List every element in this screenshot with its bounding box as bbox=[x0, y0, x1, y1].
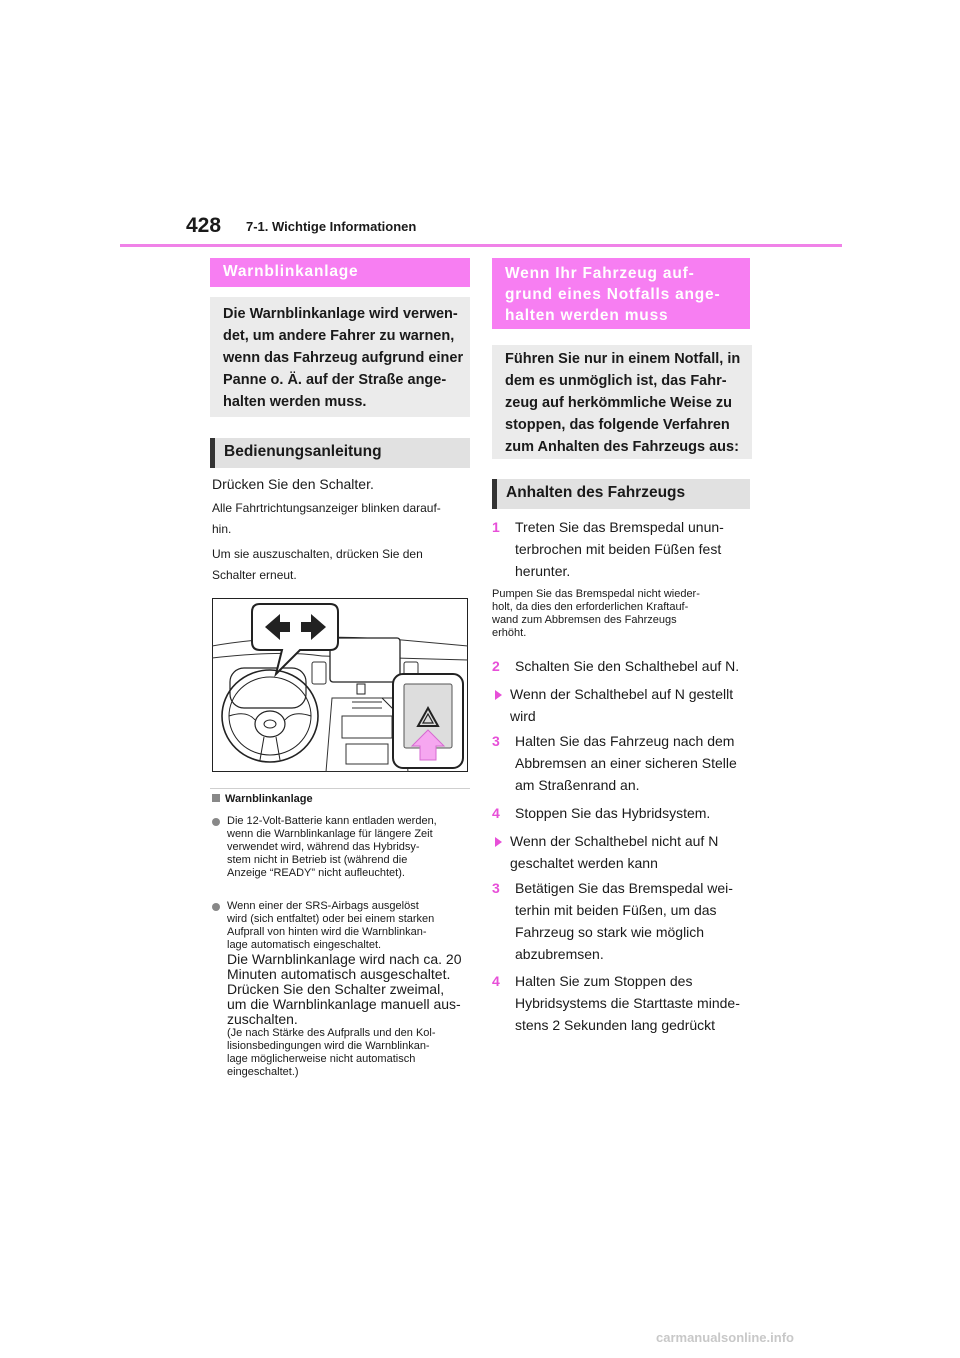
bedienungsanleitung-heading bbox=[210, 438, 470, 468]
intro-box bbox=[210, 297, 470, 417]
note-line: lage automatisch eingeschaltet. bbox=[227, 939, 382, 951]
step-1-note bbox=[492, 588, 752, 640]
step-line: Hybridsystems die Starttaste minde- bbox=[515, 995, 740, 1011]
note-line-large: Drücken Sie den Schalter zweimal, bbox=[227, 981, 445, 997]
note-line: wenn die Warnblinkanlage für längere Zeit bbox=[227, 828, 433, 840]
header-rule bbox=[120, 244, 842, 247]
note-divider bbox=[210, 788, 470, 789]
step-number: 3 bbox=[492, 880, 500, 896]
step-number: 2 bbox=[492, 658, 500, 674]
note-line: eingeschaltet.) bbox=[227, 1066, 299, 1078]
step-line: Schalten Sie den Schalthebel auf N. bbox=[515, 658, 740, 674]
note-item-battery bbox=[212, 815, 470, 885]
note-line: (Je nach Stärke des Aufpralls und den Kol- bbox=[227, 1027, 436, 1039]
note-line: stem nicht in Betrieb ist (während die bbox=[227, 854, 408, 866]
subheading-text: Anhalten des Fahrzeugs bbox=[506, 484, 686, 501]
paragraph-line: Schalter erneut. bbox=[212, 568, 297, 582]
anhalten-heading bbox=[492, 479, 750, 509]
notfall-heading bbox=[492, 258, 750, 329]
note-line: Aufprall von hinten wird die Warnblinkan- bbox=[227, 926, 427, 938]
paragraph-line: Um sie auszuschalten, drücken Sie den bbox=[212, 547, 423, 561]
step-number: 3 bbox=[492, 733, 500, 749]
step-1 bbox=[492, 516, 752, 582]
note-heading-text: Warnblinkanlage bbox=[225, 793, 313, 805]
intro-line: det, um andere Fahrer zu warnen, bbox=[223, 328, 455, 344]
step-number: 1 bbox=[492, 519, 500, 535]
condition-line: Wenn der Schalthebel nicht auf N bbox=[510, 833, 719, 849]
paragraph-line: Alle Fahrtrichtungsanzeiger blinken darauf- bbox=[212, 501, 441, 515]
heading-line: grund eines Notfalls ange- bbox=[505, 286, 721, 303]
intro-line: zum Anhalten des Fahrzeugs aus: bbox=[505, 439, 739, 455]
step-line: am Straßenrand an. bbox=[515, 777, 640, 793]
watermark-text: carmanualsonline.info bbox=[656, 1330, 794, 1345]
intro-line: Die Warnblinkanlage wird verwen- bbox=[223, 306, 458, 322]
bullet-icon bbox=[212, 818, 220, 826]
note-line-large: um die Warnblinkanlage manuell aus- bbox=[227, 996, 461, 1012]
intro-line: Panne o. Ä. auf der Straße ange- bbox=[223, 372, 447, 388]
bullet-icon bbox=[212, 903, 220, 911]
note-line-large: Minuten automatisch ausgeschaltet. bbox=[227, 966, 451, 982]
step-line: stens 2 Sekunden lang gedrückt bbox=[515, 1017, 716, 1033]
paragraph-2 bbox=[212, 544, 423, 586]
step-line: abzubremsen. bbox=[515, 946, 604, 962]
paragraph-1 bbox=[212, 498, 441, 540]
step-4b bbox=[492, 970, 752, 1036]
note-line: Die 12-Volt-Batterie kann entladen werden, bbox=[227, 815, 437, 827]
step-3b bbox=[492, 877, 752, 965]
step-3a bbox=[492, 730, 752, 796]
note-line: erhöht. bbox=[492, 627, 527, 639]
note-line: Anzeige “READY” nicht aufleuchtet). bbox=[227, 867, 405, 879]
warnblinkanlage-heading bbox=[210, 258, 470, 287]
step-4a bbox=[492, 802, 752, 824]
condition-not-shift-n bbox=[492, 830, 752, 874]
dashboard-illustration bbox=[212, 598, 468, 772]
note-item-airbag bbox=[212, 900, 470, 1110]
notfall-intro-box bbox=[492, 345, 752, 459]
step-line: terhin mit beiden Füßen, um das bbox=[515, 902, 717, 918]
page-number: 428 bbox=[186, 214, 222, 237]
note-heading bbox=[212, 793, 313, 805]
intro-line: wenn das Fahrzeug aufgrund einer bbox=[223, 350, 464, 366]
note-line: holt, da dies den erforderlichen Kraftauf- bbox=[492, 601, 689, 613]
step-line: Halten Sie das Fahrzeug nach dem bbox=[515, 733, 735, 749]
instruction-text: Drücken Sie den Schalter. bbox=[212, 476, 374, 492]
heading-text: Warnblinkanlage bbox=[223, 263, 359, 280]
note-line: Pumpen Sie das Bremspedal nicht wieder- bbox=[492, 588, 700, 600]
heading-line: halten werden muss bbox=[505, 307, 669, 324]
intro-line: Führen Sie nur in einem Notfall, in bbox=[505, 351, 741, 367]
step-line: Betätigen Sie das Bremspedal wei- bbox=[515, 880, 733, 896]
step-line: Abbremsen an einer sicheren Stelle bbox=[515, 755, 737, 771]
note-line: Wenn einer der SRS-Airbags ausgelöst bbox=[227, 900, 419, 912]
step-number: 4 bbox=[492, 805, 500, 821]
condition-shift-n bbox=[492, 683, 752, 727]
note-line: wand zum Abbremsen des Fahrzeugs bbox=[492, 614, 677, 626]
note-line-large: Die Warnblinkanlage wird nach ca. 20 bbox=[227, 951, 462, 967]
paragraph-line: hin. bbox=[212, 522, 232, 536]
intro-line: stoppen, das folgende Verfahren bbox=[505, 417, 730, 433]
intro-line: dem es unmöglich ist, das Fahr- bbox=[505, 373, 727, 389]
note-line-large: zuschalten. bbox=[227, 1011, 298, 1027]
step-line: Halten Sie zum Stoppen des bbox=[515, 973, 693, 989]
note-line: lisionsbedingungen wird die Warnblinkan- bbox=[227, 1040, 430, 1052]
step-2 bbox=[492, 655, 752, 677]
intro-line: zeug auf herkömmliche Weise zu bbox=[505, 395, 732, 411]
subheading-text: Bedienungsanleitung bbox=[224, 443, 382, 460]
heading-line: Wenn Ihr Fahrzeug auf- bbox=[505, 265, 695, 282]
step-line: Fahrzeug so stark wie möglich bbox=[515, 924, 705, 940]
step-number: 4 bbox=[492, 973, 500, 989]
step-line: Treten Sie das Bremspedal unun- bbox=[515, 519, 724, 535]
step-line: terbrochen mit beiden Füßen fest bbox=[515, 541, 722, 557]
step-line: Stoppen Sie das Hybridsystem. bbox=[515, 805, 711, 821]
note-line: verwendet wird, während das Hybridsy- bbox=[227, 841, 420, 853]
section-title: 7-1. Wichtige Informationen bbox=[246, 219, 417, 234]
intro-line: halten werden muss. bbox=[223, 394, 367, 410]
step-line: herunter. bbox=[515, 563, 571, 579]
square-bullet-icon bbox=[212, 794, 220, 802]
note-line: wird (sich entfaltet) oder bei einem starken bbox=[227, 913, 435, 925]
triangle-bullet-icon bbox=[495, 690, 502, 700]
condition-line: Wenn der Schalthebel auf N gestellt bbox=[510, 686, 734, 702]
condition-line: wird bbox=[510, 708, 536, 724]
triangle-bullet-icon bbox=[495, 837, 502, 847]
condition-line: geschaltet werden kann bbox=[510, 855, 658, 871]
note-line: lage möglicherweise nicht automatisch bbox=[227, 1053, 416, 1065]
